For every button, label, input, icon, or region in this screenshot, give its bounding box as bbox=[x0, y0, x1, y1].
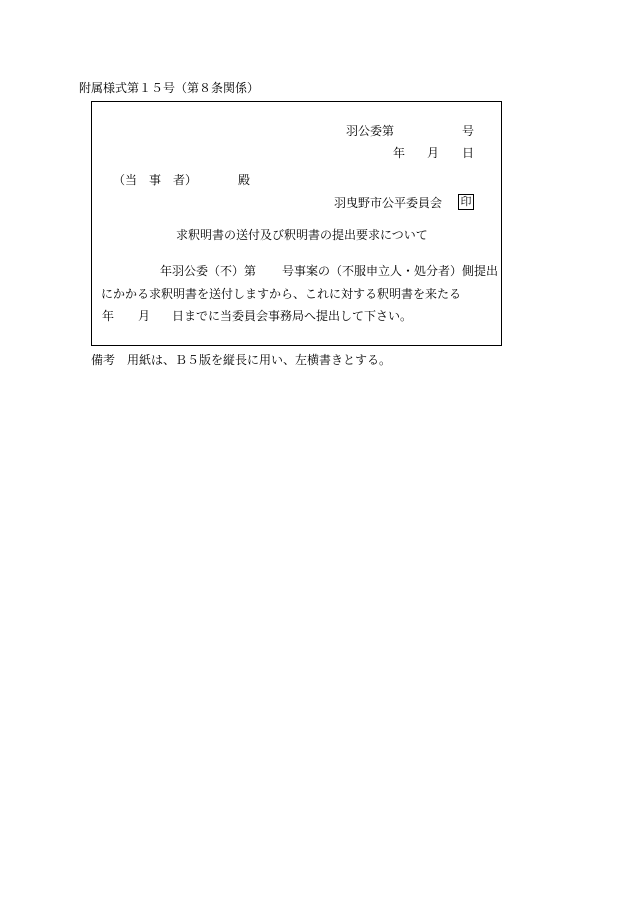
date-year: 年 bbox=[393, 146, 406, 160]
date-month: 月 bbox=[427, 146, 440, 160]
document-number-suffix: 号 bbox=[462, 124, 475, 138]
addressee-honorific: 殿 bbox=[238, 173, 251, 187]
body-line3-rest: 日までに当委員会事務局へ提出して下さい。 bbox=[172, 309, 413, 323]
body-line1-year: 年羽公委（不）第 bbox=[160, 264, 257, 278]
footer-note: 備考 用紙は、Ｂ５版を縦長に用い、左横書きとする。 bbox=[91, 353, 392, 367]
date-day: 日 bbox=[462, 146, 475, 160]
document-number-prefix: 羽公委第 bbox=[346, 124, 395, 138]
sender-name: 羽曳野市公平委員会 bbox=[334, 196, 443, 210]
form-title: 附属様式第１５号（第８条関係） bbox=[79, 81, 260, 95]
subject-title: 求釈明書の送付及び釈明書の提出要求について bbox=[176, 228, 428, 242]
body-line2: にかかる求釈明書を送付しますから、これに対する釈明書を来たる bbox=[101, 287, 462, 301]
body-line3-year: 年 bbox=[102, 309, 115, 323]
addressee-label: （当 事 者） bbox=[113, 173, 198, 187]
body-line1-case: 号事案の（不服申立人・処分者）側提出 bbox=[282, 264, 499, 278]
body-line3-month: 月 bbox=[138, 309, 151, 323]
seal-mark: 印 bbox=[458, 194, 474, 210]
